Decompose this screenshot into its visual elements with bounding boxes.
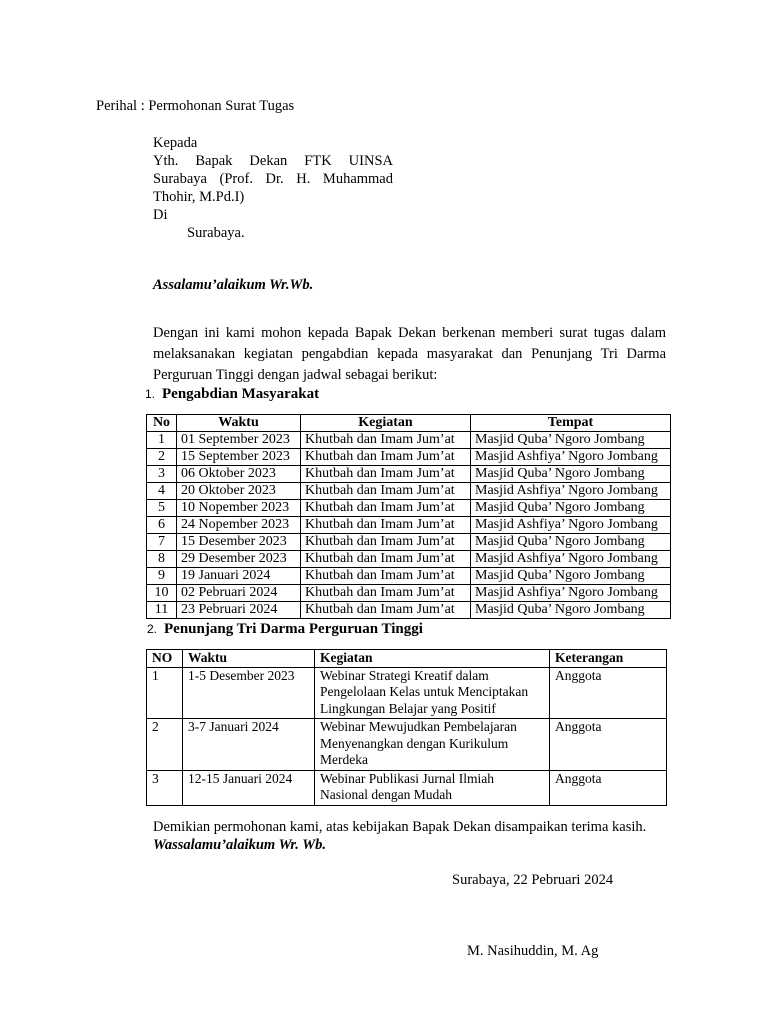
cell-tempat: Masjid Quba’ Ngoro Jombang: [471, 568, 671, 585]
table-row: [147, 500, 671, 517]
cell-kegiatan: Webinar Mewujudkan Pembelajaran Menyenangkan dengan Kurikulum Merdeka: [315, 719, 550, 771]
cell-tempat: Masjid Ashfiya’ Ngoro Jombang: [471, 585, 671, 602]
cell-kegiatan: Khutbah dan Imam Jum’at: [301, 568, 471, 585]
section-2-heading: [147, 620, 423, 638]
table-row: [147, 667, 667, 719]
cell-no: 7: [147, 534, 177, 551]
cell-kegiatan: Khutbah dan Imam Jum’at: [301, 517, 471, 534]
cell-waktu: 24 Nopember 2023: [177, 517, 301, 534]
table-row: [147, 483, 671, 500]
cell-waktu: 1-5 Desember 2023: [183, 667, 315, 719]
header-no: No: [147, 415, 177, 432]
cell-no: 8: [147, 551, 177, 568]
cell-no: 1: [147, 432, 177, 449]
cell-tempat: Masjid Ashfiya’ Ngoro Jombang: [471, 483, 671, 500]
table-row: [147, 432, 671, 449]
cell-kegiatan: Khutbah dan Imam Jum’at: [301, 585, 471, 602]
cell-waktu: 15 September 2023: [177, 449, 301, 466]
recipient-line-2: Surabaya (Prof. Dr. H. Muhammad: [153, 171, 393, 187]
letter-subject: Perihal : Permohonan Surat Tugas: [96, 98, 295, 114]
cell-keterangan: Anggota: [550, 719, 667, 771]
cell-tempat: Masjid Quba’ Ngoro Jombang: [471, 466, 671, 483]
cell-kegiatan: Khutbah dan Imam Jum’at: [301, 500, 471, 517]
cell-waktu: 01 September 2023: [177, 432, 301, 449]
letter-date: Surabaya, 22 Pebruari 2024: [452, 872, 614, 888]
table-header-row: [147, 650, 667, 668]
cell-kegiatan: Webinar Publikasi Jurnal Ilmiah Nasional dengan Mudah: [315, 770, 550, 805]
header-waktu: Waktu: [183, 650, 315, 668]
recipient-block: [153, 134, 393, 242]
closing-text: Demikian permohonan kami, atas kebijakan Bapak Dekan disampaikan terima kasih.: [153, 819, 647, 835]
cell-no: 3: [147, 770, 183, 805]
header-keterangan: Keterangan: [550, 650, 667, 668]
header-tempat: Tempat: [471, 415, 671, 432]
cell-waktu: 15 Desember 2023: [177, 534, 301, 551]
cell-no: 11: [147, 602, 177, 619]
recipient-di: Di: [153, 207, 168, 223]
recipient-kepada: Kepada: [153, 135, 198, 151]
cell-tempat: Masjid Ashfiya’ Ngoro Jombang: [471, 551, 671, 568]
cell-kegiatan: Khutbah dan Imam Jum’at: [301, 602, 471, 619]
cell-tempat: Masjid Quba’ Ngoro Jombang: [471, 534, 671, 551]
cell-no: 1: [147, 667, 183, 719]
cell-no: 2: [147, 449, 177, 466]
cell-waktu: 3-7 Januari 2024: [183, 719, 315, 771]
section-2-title: Penunjang Tri Darma Perguruan Tinggi: [164, 621, 423, 637]
cell-no: 10: [147, 585, 177, 602]
cell-no: 5: [147, 500, 177, 517]
header-kegiatan: Kegiatan: [315, 650, 550, 668]
table-row: [147, 568, 671, 585]
cell-tempat: Masjid Quba’ Ngoro Jombang: [471, 432, 671, 449]
cell-waktu: 23 Pebruari 2024: [177, 602, 301, 619]
section-1-title: Pengabdian Masyarakat: [162, 386, 320, 402]
cell-kegiatan: Khutbah dan Imam Jum’at: [301, 432, 471, 449]
cell-kegiatan: Khutbah dan Imam Jum’at: [301, 534, 471, 551]
cell-kegiatan: Khutbah dan Imam Jum’at: [301, 449, 471, 466]
table-row: [147, 466, 671, 483]
table-row: [147, 534, 671, 551]
cell-no: 3: [147, 466, 177, 483]
header-kegiatan: Kegiatan: [301, 415, 471, 432]
cell-no: 4: [147, 483, 177, 500]
cell-no: 2: [147, 719, 183, 771]
header-waktu: Waktu: [177, 415, 301, 432]
cell-tempat: Masjid Ashfiya’ Ngoro Jombang: [471, 449, 671, 466]
cell-waktu: 10 Nopember 2023: [177, 500, 301, 517]
table-row: [147, 585, 671, 602]
table-row: [147, 602, 671, 619]
table-row: [147, 770, 667, 805]
header-no: NO: [147, 650, 183, 668]
greeting: Assalamu’alaikum Wr.Wb.: [153, 277, 314, 293]
cell-keterangan: Anggota: [550, 667, 667, 719]
cell-no: 9: [147, 568, 177, 585]
schedule-table-penunjang: [146, 649, 667, 806]
cell-tempat: Masjid Ashfiya’ Ngoro Jombang: [471, 517, 671, 534]
cell-waktu: 20 Oktober 2023: [177, 483, 301, 500]
closing-block: [153, 818, 646, 854]
cell-kegiatan: Khutbah dan Imam Jum’at: [301, 466, 471, 483]
cell-waktu: 12-15 Januari 2024: [183, 770, 315, 805]
cell-no: 6: [147, 517, 177, 534]
cell-kegiatan: Khutbah dan Imam Jum’at: [301, 551, 471, 568]
cell-waktu: 06 Oktober 2023: [177, 466, 301, 483]
schedule-table-pengabdian: [146, 414, 671, 619]
recipient-line-1: Yth. Bapak Dekan FTK UINSA: [153, 153, 393, 169]
intro-paragraph: Dengan ini kami mohon kepada Bapak Dekan berkenan memberi surat tugas dalam melaksanakan kegiatan pengabdian kepada masyarakat dan Penunjang Tri Darma Perguruan Tinggi dengan jadwal sebagai berikut:: [153, 325, 666, 383]
cell-waktu: 29 Desember 2023: [177, 551, 301, 568]
closing-salam: Wassalamu’alaikum Wr. Wb.: [153, 837, 326, 853]
section-1-heading: [145, 385, 319, 403]
table-row: [147, 517, 671, 534]
table-row: [147, 449, 671, 466]
table-header-row: [147, 415, 671, 432]
signer-name: M. Nasihuddin, M. Ag: [467, 943, 599, 959]
cell-kegiatan: Khutbah dan Imam Jum’at: [301, 483, 471, 500]
cell-tempat: Masjid Quba’ Ngoro Jombang: [471, 602, 671, 619]
table-row: [147, 719, 667, 771]
cell-tempat: Masjid Quba’ Ngoro Jombang: [471, 500, 671, 517]
recipient-line-3: Thohir, M.Pd.I): [153, 189, 245, 205]
cell-waktu: 02 Pebruari 2024: [177, 585, 301, 602]
cell-kegiatan: Webinar Strategi Kreatif dalam Pengelolaan Kelas untuk Menciptakan Lingkungan Belajar yang Positif: [315, 667, 550, 719]
cell-waktu: 19 Januari 2024: [177, 568, 301, 585]
section-2-number: 2.: [147, 622, 158, 636]
cell-keterangan: Anggota: [550, 770, 667, 805]
section-1-number: 1.: [145, 387, 156, 401]
recipient-city: Surabaya.: [187, 225, 245, 241]
table-row: [147, 551, 671, 568]
